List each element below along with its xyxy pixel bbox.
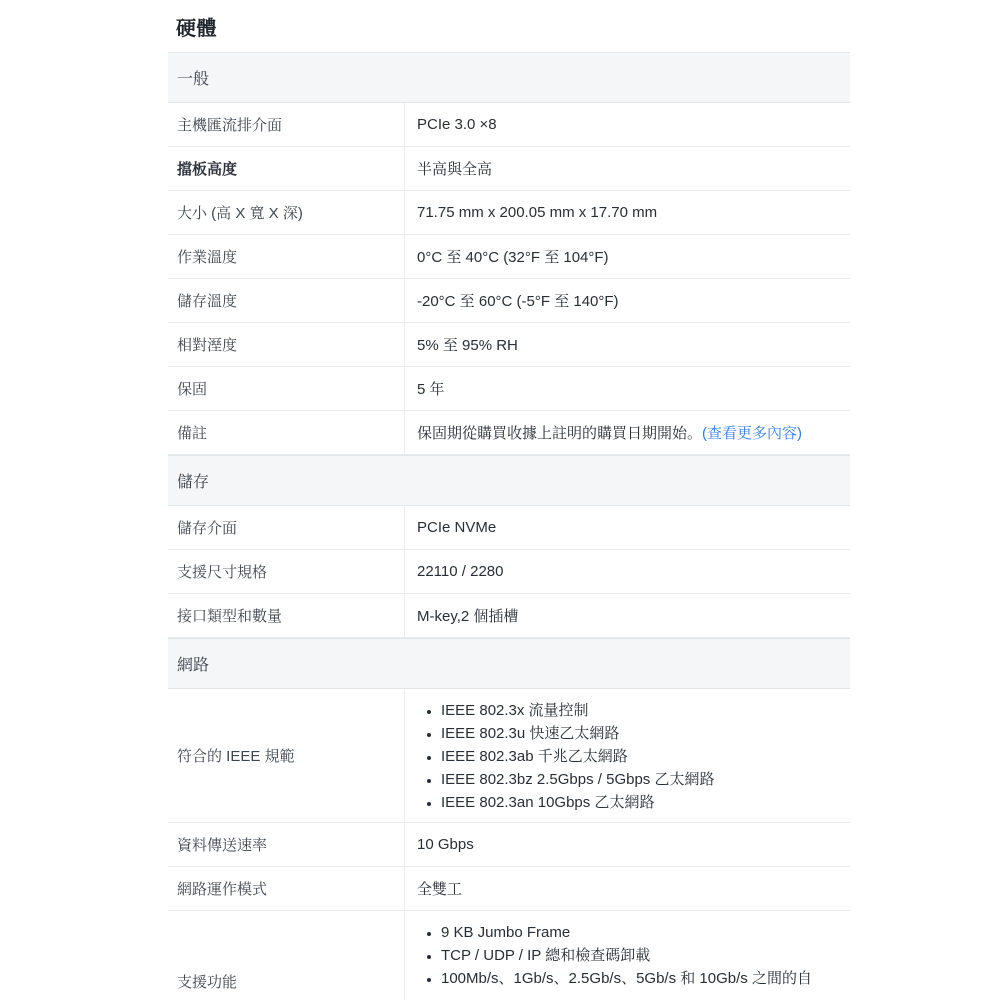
list-item: • IEEE 802.3an 10Gbps 乙太網路 — [441, 791, 844, 814]
spec-table — [168, 52, 850, 1000]
table-row — [168, 689, 850, 823]
spec-label: 擋板高度 — [168, 147, 405, 190]
list-item: • 9 KB Jumbo Frame — [441, 921, 844, 944]
table-row — [168, 550, 850, 594]
table-row — [168, 411, 850, 455]
table-row — [168, 867, 850, 911]
spec-value — [405, 411, 850, 454]
section-header-label: 網路 — [177, 657, 210, 674]
list-item: • 100Mb/s、1Gb/s、2.5Gb/s、5Gb/s 和 10Gb/s 之間的自 — [441, 967, 844, 990]
list-item: • IEEE 802.3ab 千兆乙太網路 — [441, 745, 844, 768]
spec-label: 儲存溫度 — [168, 279, 405, 322]
table-row — [168, 506, 850, 550]
table-row — [168, 823, 850, 867]
table-row — [168, 367, 850, 411]
see-more-link[interactable]: (查看更多內容) — [702, 425, 803, 442]
list-item: • IEEE 802.3bz 2.5Gbps / 5Gbps 乙太網路 — [441, 768, 844, 791]
spec-value: 全雙工 — [417, 881, 463, 898]
spec-label: 支援功能 — [168, 911, 405, 1000]
spec-label: 網路運作模式 — [168, 867, 405, 910]
spec-page — [168, 0, 850, 1000]
list-item: • IEEE 802.3u 快速乙太網路 — [441, 722, 844, 745]
spec-label: 大小 (高 X 寬 X 深) — [168, 191, 405, 234]
spec-label: 接口類型和數量 — [168, 594, 405, 637]
list-item: • TCP / UDP / IP 總和檢查碼卸載 — [441, 944, 844, 967]
note-text: 保固期從購買收據上註明的購買日期開始。 — [417, 425, 703, 442]
spec-value: -20°C 至 60°C (-5°F 至 140°F) — [417, 293, 619, 310]
table-row — [168, 323, 850, 367]
spec-label: 保固 — [168, 367, 405, 410]
spec-value: 22110 / 2280 — [417, 563, 504, 580]
ieee-standards-list — [417, 699, 844, 814]
section-header-storage — [168, 455, 850, 506]
spec-label: 備註 — [168, 411, 405, 454]
spec-label: 支援尺寸規格 — [168, 550, 405, 593]
page-title: 硬體 — [176, 17, 217, 40]
section-header-network — [168, 638, 850, 689]
table-row — [168, 235, 850, 279]
supported-features-list — [417, 921, 844, 990]
table-row — [168, 911, 850, 1000]
spec-value: 0°C 至 40°C (32°F 至 104°F) — [417, 249, 609, 266]
section-header-label: 一般 — [177, 71, 210, 88]
spec-label: 主機匯流排介面 — [168, 103, 405, 146]
spec-value: PCIe 3.0 ×8 — [417, 116, 497, 133]
spec-value: 半高與全高 — [417, 161, 493, 178]
spec-value: 10 Gbps — [417, 836, 474, 853]
spec-label: 作業溫度 — [168, 235, 405, 278]
spec-value: 5 年 — [417, 381, 445, 398]
table-row — [168, 191, 850, 235]
spec-value: PCIe NVMe — [417, 519, 497, 536]
spec-value: M-key,2 個插槽 — [417, 608, 519, 625]
list-item: • IEEE 802.3x 流量控制 — [441, 699, 844, 722]
section-header-general — [168, 52, 850, 103]
spec-value: 71.75 mm x 200.05 mm x 17.70 mm — [417, 204, 658, 221]
table-row — [168, 103, 850, 147]
table-row — [168, 147, 850, 191]
section-header-label: 儲存 — [177, 474, 210, 491]
spec-label: 相對溼度 — [168, 323, 405, 366]
spec-label: 符合的 IEEE 規範 — [168, 689, 405, 822]
spec-value: 5% 至 95% RH — [417, 337, 518, 354]
spec-value — [405, 911, 850, 1000]
spec-value — [405, 689, 850, 822]
spec-label: 資料傳送速率 — [168, 823, 405, 866]
spec-label: 儲存介面 — [168, 506, 405, 549]
table-row — [168, 279, 850, 323]
table-row — [168, 594, 850, 638]
